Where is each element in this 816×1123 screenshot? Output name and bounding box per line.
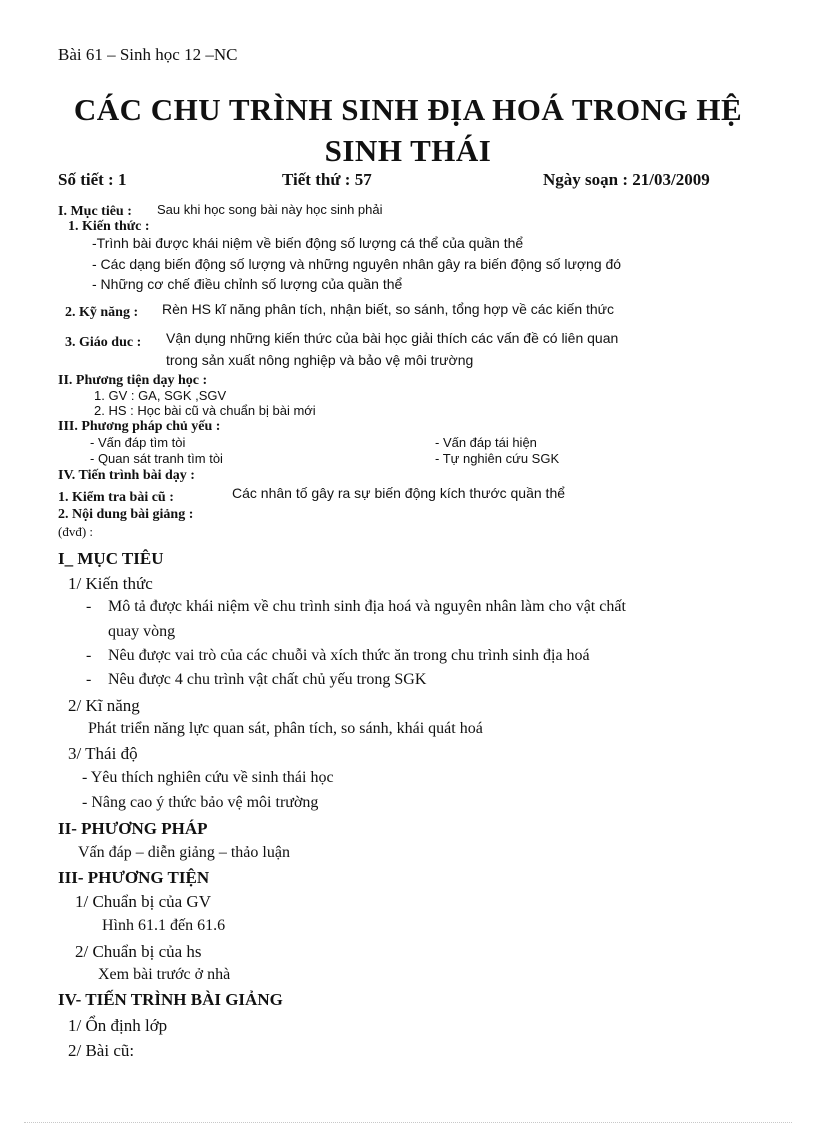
ky-nang-label: 2. Kỹ năng :	[65, 305, 139, 320]
bai-cu: 2/ Bài cũ:	[68, 1041, 135, 1060]
muc-tieu-label: I. Mục tiêu :	[58, 204, 132, 219]
thai-do-heading: 3/ Thái độ	[68, 744, 138, 763]
kien-thuc-bullet: Nêu được vai trò của các chuỗi và xích thức ăn trong chu trình sinh địa hoá	[108, 647, 590, 664]
bullet-marker: -	[86, 598, 92, 615]
chuan-bi-hs-heading: 2/ Chuẩn bị của hs	[75, 942, 202, 961]
phuong-phap-item: - Tự nghiên cứu SGK	[435, 451, 560, 466]
kien-thuc-bullet: Mô tả được khái niệm về chu trình sinh địa hoá và nguyên nhân làm cho vật chất	[108, 598, 626, 615]
kien-thuc-item: - Các dạng biến động số lượng và những nguyên nhân gây ra biến động số lượng đó	[92, 256, 622, 272]
chuan-bi-gv-heading: 1/ Chuẩn bị của GV	[75, 892, 211, 911]
kien-thuc-label: 1. Kiến thức :	[68, 219, 150, 234]
section-phuong-tien-heading: III- PHƯƠNG TIỆN	[58, 868, 210, 887]
meta-tiet-thu: Tiết thứ : 57	[282, 170, 372, 189]
bullet-marker: -	[86, 647, 92, 664]
ky-nang-text: Rèn HS kĩ năng phân tích, nhận biết, so sánh, tổng hợp về các kiến thức	[162, 301, 615, 317]
phuong-phap-item: - Vấn đáp tìm tòi	[90, 435, 186, 450]
ki-nang-heading: 2/ Kĩ năng	[68, 696, 140, 715]
phuong-tien-gv: 1. GV : GA, SGK ,SGV	[94, 388, 227, 403]
title-line-1: CÁC CHU TRÌNH SINH ĐỊA HOÁ TRONG HỆ	[73, 92, 743, 127]
phuong-phap-text: Vấn đáp – diễn giảng – thảo luận	[78, 844, 290, 861]
giao-duc-line-2: trong sản xuất nông nghiệp và bảo vệ môi trường	[166, 352, 474, 368]
kien-thuc-item: - Những cơ chế điều chỉnh số lượng của quần thể	[92, 276, 403, 292]
section-phuong-phap-heading: II- PHƯƠNG PHÁP	[58, 819, 208, 838]
on-dinh-lop: 1/ Ổn định lớp	[68, 1016, 168, 1035]
chuan-bi-hs-text: Xem bài trước ở nhà	[98, 966, 231, 983]
noi-dung-label: 2. Nội dung bài giảng :	[58, 507, 194, 522]
ki-nang-text: Phát triển năng lực quan sát, phân tích, so sánh, khái quát hoá	[88, 720, 483, 737]
section-tien-trinh-heading: IV- TIẾN TRÌNH BÀI GIẢNG	[58, 990, 283, 1009]
thai-do-item: - Nâng cao ý thức bảo vệ môi trường	[82, 794, 319, 811]
meta-ngay-soan: Ngày soạn : 21/03/2009	[543, 170, 710, 189]
kiem-tra-label: 1. Kiểm tra bài cũ :	[58, 490, 174, 505]
meta-so-tiet: Số tiết : 1	[58, 170, 127, 189]
section-muc-tieu-heading: I_ MỤC TIÊU	[58, 549, 164, 568]
thai-do-item: - Yêu thích nghiên cứu về sinh thái học	[82, 769, 334, 786]
kiem-tra-text: Các nhân tố gây ra sự biến động kích thước quần thể	[232, 485, 566, 501]
kien-thuc-heading: 1/ Kiến thức	[68, 574, 153, 593]
phuong-tien-hs: 2. HS : Học bài cũ và chuẩn bị bài mới	[94, 403, 316, 418]
kien-thuc-item: -Trình bài được khái niệm về biến động số lượng cá thể của quần thể	[92, 235, 524, 251]
giao-duc-line-1: Vận dụng những kiến thức của bài học giải thích các vấn đề có liên quan	[166, 330, 619, 346]
dvd-label: (đvđ) :	[58, 524, 94, 539]
tien-trinh-label: IV. Tiến trình bài dạy :	[58, 468, 195, 483]
giao-duc-label: 3. Giáo duc :	[65, 335, 142, 350]
phuong-phap-item: - Quan sát tranh tìm tòi	[90, 451, 223, 466]
phuong-tien-label: II. Phương tiện dạy học :	[58, 373, 208, 388]
phuong-phap-label: III. Phương pháp chủ yếu :	[58, 419, 221, 434]
lesson-header: Bài 61 – Sinh học 12 –NC	[58, 45, 238, 64]
phuong-phap-item: - Vấn đáp tái hiện	[435, 435, 537, 450]
kien-thuc-bullet-cont: quay vòng	[108, 623, 176, 640]
muc-tieu-text: Sau khi học song bài này học sinh phải	[157, 202, 383, 217]
title-line-2: SINH THÁI	[324, 133, 492, 168]
chuan-bi-gv-text: Hình 61.1 đến 61.6	[102, 917, 226, 934]
bullet-marker: -	[86, 671, 92, 688]
kien-thuc-bullet: Nêu được 4 chu trình vật chất chủ yếu trong SGK	[108, 671, 427, 688]
